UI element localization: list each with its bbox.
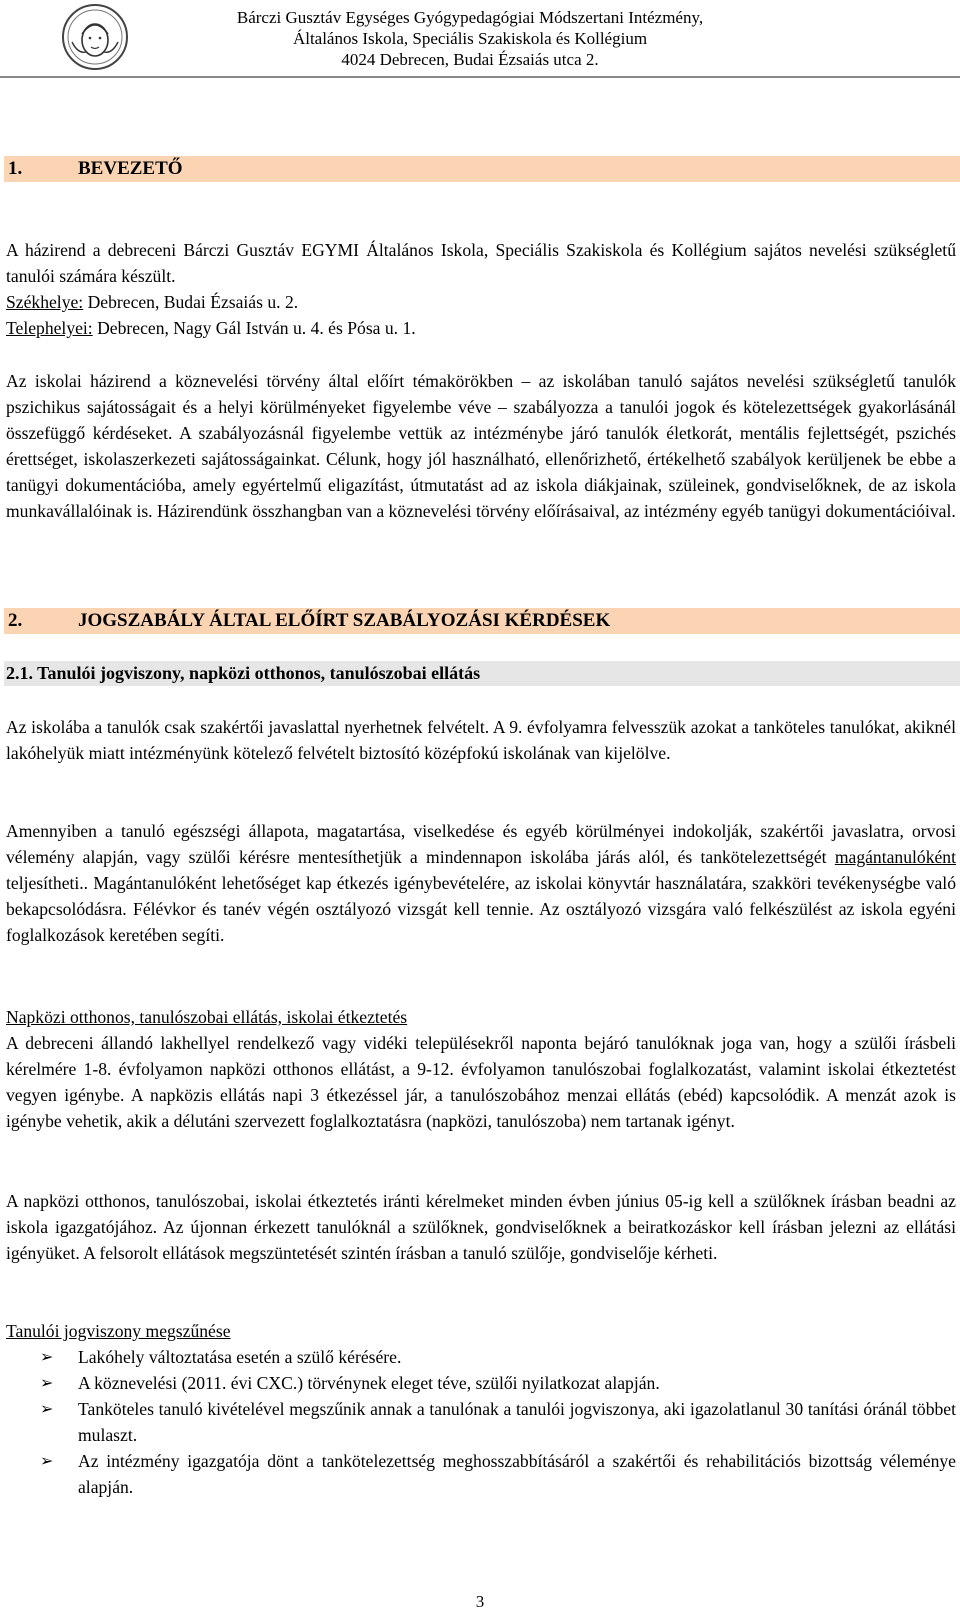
intro-text: A házirend a debreceni Bárczi Gusztáv EGYMI Általános Iskola, Speciális Szakiskola és Kollégium sajátos nevelési szükségletű tanulói számára készült. <box>6 240 956 286</box>
section-number: 1. <box>8 158 23 179</box>
rules-purpose-paragraph: Az iskolai házirend a köznevelési törvény által előírt témakörökben – az iskolában tanuló sajátos nevelési szükségletű tanulók pszichikus sajátosságait és a helyi körülményeket figyelembe véve – szabályozza a tanulói jogok és kötelezettségek gyakorlásánál összefüggő kérdéseket. A szabályozásnál figyelembe vettük az intézménybe járó tanulók életkorát, mentális fejlettségét, pszichés érettséget, iskolaszerkezeti sajátosságainkat. Célunk, hogy jól használható, ellenőrizhető, értékelhető szabályok kerüljenek be ebbe a tanügyi dokumentációba, amely egyértelmű eligazítást, útmutatást ad az iskola diákjainak, szüleinek, gondviselőknek, de az iskola munkavállalóinak is. Házirendünk összhangban van a köznevelési törvény előírásaival, az intézmény egyéb tanügyi dokumentációival. <box>6 371 956 521</box>
private-student-text-b: teljesítheti.. Magántanulóként lehetőséget kap étkezés igénybevételére, az iskolai könyvtár használatára, szakköri tevékenységbe való bekapcsolódásra. Félévkor és tanév végén osztályozó vizsgát kell tennie. Az osztályozó vizsgára való felkészülést az iskola egyéni foglalkozások keretében segíti. <box>6 873 956 945</box>
section-heading-2 <box>4 608 960 634</box>
subsection-heading-2-1 <box>4 661 960 686</box>
list-item <box>6 1448 956 1500</box>
header-divider <box>0 76 960 78</box>
seat-value: Debrecen, Budai Ézsaiás u. 2. <box>83 292 299 312</box>
arrow-bullet-icon: ➢ <box>40 1451 54 1470</box>
section-number: 2. <box>8 610 23 631</box>
header-address: 4024 Debrecen, Budai Ézsaiás utca 2. <box>341 50 599 69</box>
institution-logo <box>60 2 130 72</box>
list-item <box>6 1396 956 1448</box>
arrow-bullet-icon: ➢ <box>40 1399 54 1418</box>
list-item-text: Lakóhely változtatása esetén a szülő kérésére. <box>78 1347 402 1367</box>
section-title: JOGSZABÁLY ÁLTAL ELŐÍRT SZABÁLYOZÁSI KÉRDÉSEK <box>78 610 611 631</box>
list-item-text: Az intézmény igazgatója dönt a tankötelezettség meghosszabbításáról a szakértői és rehabilitációs bizottság véleménye alapján. <box>78 1451 956 1497</box>
header-school-type: Általános Iskola, Speciális Szakiskola és Kollégium <box>292 29 648 48</box>
list-item <box>6 1344 956 1370</box>
termination-list <box>6 1344 956 1500</box>
list-item <box>6 1370 956 1396</box>
list-item-text: Tanköteles tanuló kivételével megszűnik annak a tanulónak a tanulói jogviszonya, aki igazolatlanul 30 tanítási óránál többet mulaszt. <box>78 1399 956 1445</box>
admission-paragraph: Az iskolába a tanulók csak szakértői javaslattal nyerhetnek felvételt. A 9. évfolyamra felvesszük azokat a tanköteles tanulókat, akiknél lakóhelyük miatt intézményünk kötelező felvételt biztosító középfokú iskolának van kijelölve. <box>6 717 956 763</box>
sites-value: Debrecen, Nagy Gál István u. 4. és Pósa u. 1. <box>92 318 416 338</box>
sites-label: Telephelyei: <box>6 318 93 338</box>
page-header <box>0 0 960 80</box>
seat-line <box>6 289 956 315</box>
termination-heading: Tanulói jogviszony megszűnése <box>6 1321 231 1341</box>
napkozi-paragraph: A debreceni állandó lakhellyel rendelkező vagy vidéki településekről naponta bejáró tanulóknak joga van, hogy a szülői írásbeli kérelmére 1-8. évfolyamon napközi otthonos ellátást, a 9-12. évfolyamon tanulószobai foglalkozatást, valamint iskolai étkeztetést vegyen igénybe. A napközis ellátás napi 3 étkezéssel jár, a tanulószobához menzai ellátás (ebéd) kapcsolódik. A menzát azok is igénybe vehetik, akik a délutáni szervezett foglalkoztatásra (napközi, tanulószoba) nem tartanak igényt. <box>6 1033 956 1131</box>
header-institution-name: Bárczi Gusztáv Egységes Gyógypedagógiai Módszertani Intézmény, <box>236 8 704 27</box>
sites-line <box>6 315 956 341</box>
private-student-text-a: Amennyiben a tanuló egészségi állapota, magatartása, viselkedése és egyéb körülményei indokolják, szakértői javaslatra, orvosi vélemény alapján, vagy szülői kérésre mentesíthetjük a mindennapon iskolába járás alól, és tankötelezettségét <box>6 821 956 867</box>
list-item-text: A köznevelési (2011. évi CXC.) törvénynek eleget téve, szülői nyilatkozat alapján. <box>78 1373 660 1393</box>
application-paragraph: A napközi otthonos, tanulószobai, iskolai étkeztetés iránti kérelmeket minden évben június 05-ig kell a szülőknek írásban beadni az iskola igazgatójához. Az újonnan érkezett tanulóknál a szülőknek, gondviselőknek a beiratkozáskor kell írásban jelezni az ellátási igényüket. A felsorolt ellátások megszüntetését szintén írásban a tanuló szülője, gondviselője kérheti. <box>6 1191 956 1263</box>
private-student-term: magántanulóként <box>834 847 956 867</box>
napkozi-heading: Napközi otthonos, tanulószobai ellátás, iskolai étkeztetés <box>6 1007 408 1027</box>
intro-paragraph <box>6 237 956 341</box>
arrow-bullet-icon: ➢ <box>40 1347 54 1366</box>
section-title: BEVEZETŐ <box>78 158 183 179</box>
page-number: 3 <box>475 1592 485 1611</box>
section-heading-1 <box>4 156 960 182</box>
subsection-title: 2.1. Tanulói jogviszony, napközi otthonos, tanulószobai ellátás <box>6 663 481 683</box>
private-student-paragraph <box>6 818 956 948</box>
seat-label: Székhelye: <box>6 292 84 312</box>
arrow-bullet-icon: ➢ <box>40 1373 54 1392</box>
